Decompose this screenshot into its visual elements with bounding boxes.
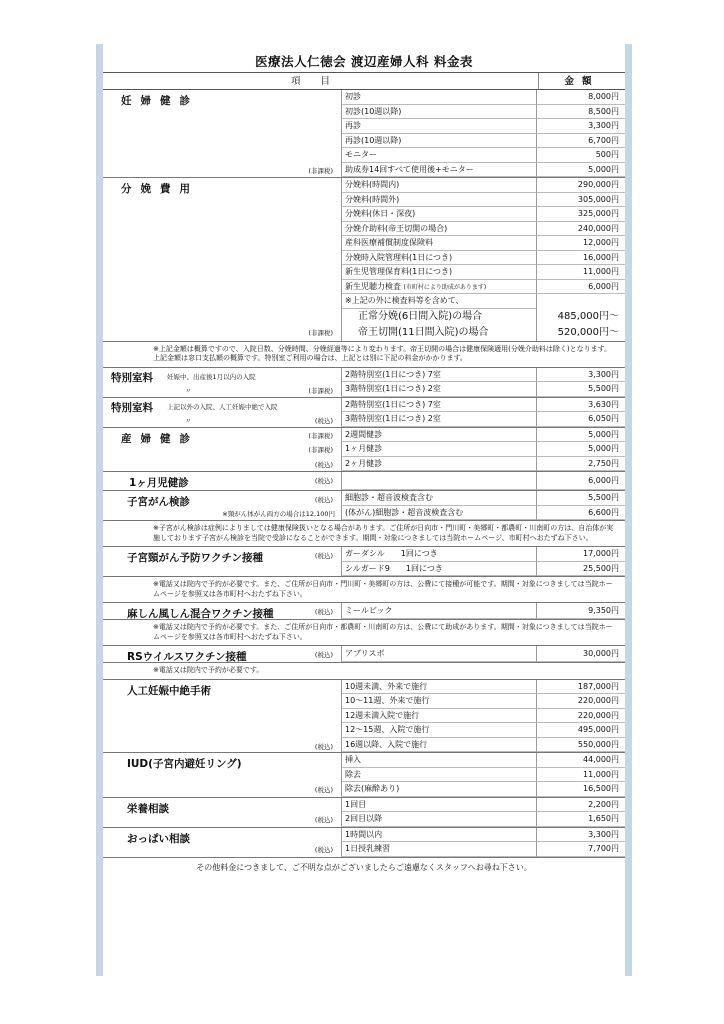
section-name: 妊婦健診 — [121, 95, 199, 107]
item-price: 495,000円 — [536, 723, 625, 738]
item-name: 初診 — [341, 90, 536, 105]
item-price: 8,000円 — [536, 90, 625, 105]
note: ※電話又は院内で予約が必要です。 — [103, 663, 625, 680]
table-row — [341, 325, 625, 341]
item-name: 帝王切開(11日間入院)の場合 — [341, 325, 536, 341]
extra-note: ※上記の外に検査料等を含めて、 — [341, 294, 536, 309]
table-row — [341, 412, 625, 427]
item-price: 5,000円 — [536, 428, 625, 443]
item-name: 除去 — [341, 768, 536, 783]
item-price: 25,500円 — [536, 562, 625, 577]
tax-tag: (税込) — [314, 552, 333, 560]
item-price: 6,600円 — [536, 506, 625, 521]
table-row — [341, 193, 625, 208]
section-abortion-surgery — [103, 680, 625, 754]
table-row — [341, 178, 625, 193]
table-row — [341, 738, 625, 753]
tax-tag: (税込) — [314, 815, 333, 824]
item-price: 6,050円 — [536, 412, 625, 427]
item-subnote: (市町村により助成があります) — [403, 283, 487, 291]
page-title: 医療法人仁徳会 渡辺産婦人科 料金表 — [255, 54, 473, 69]
section-name: おっぱい相談 — [127, 832, 190, 845]
item-price: 17,000円 — [536, 547, 625, 562]
table-row — [341, 222, 625, 237]
table-row — [341, 428, 625, 443]
item-name: 再診 — [341, 119, 536, 134]
item-price: 2,750円 — [536, 457, 625, 472]
item-name: 2回目以降 — [341, 812, 536, 827]
item-name: 2階特別室(1日につき) 7室 — [341, 368, 536, 383]
table-header — [103, 72, 625, 90]
item-price: 7,700円 — [536, 842, 625, 857]
item-price: 1,650円 — [536, 812, 625, 827]
section-desc: 上記以外の入院、人工妊娠中絶で入院 — [167, 402, 278, 411]
item-name: 再診(10週以降) — [341, 134, 536, 149]
item-price: 11,000円 — [536, 768, 625, 783]
ditto-mark: 〃 — [185, 416, 192, 425]
table-row — [341, 148, 625, 163]
item-name: モニター — [341, 148, 536, 163]
section-desc: 妊娠中、出産後1月以内の入院 — [167, 372, 256, 381]
item-name: アブリスボ — [341, 646, 536, 662]
item-name: 10週未満、外来で施行 — [341, 680, 536, 695]
tax-tag: (税込) — [314, 496, 333, 504]
item-price: 3,630円 — [536, 398, 625, 413]
item-name: 3階特別室(1日につき) 2室 — [341, 382, 536, 397]
item-name: ガーダシル 1回につき — [341, 547, 536, 562]
item-name: 分娩料(休日・深夜) — [341, 207, 536, 222]
item-name: 12週未満入院で施行 — [341, 709, 536, 724]
tax-tag: (税込) — [314, 477, 333, 485]
table-row — [341, 280, 625, 295]
table-row — [341, 251, 625, 266]
table-row — [341, 562, 625, 577]
tax-tag: (税込) — [314, 608, 333, 616]
extra-note-row — [341, 294, 625, 309]
note: ※子宮がん検診は症例によりましては健康保険扱いとなる場合があります。ご住所が日向市・門川町・美郷町・都農町・川南町の方は、自治体が実施しております子宮がん検診を当院で受診になることができます。期間・対象につきましては当院ホームページ、市町村へおたずね下さい。 — [103, 521, 625, 547]
item-price: 520,000円～ — [536, 325, 625, 341]
item-price: 6,000円 — [536, 280, 625, 295]
item-name: 分娩時入院管理料(1日につき) — [341, 251, 536, 266]
item-price: 240,000円 — [536, 222, 625, 237]
tax-tag: (税込) — [314, 651, 333, 659]
item-name: 1回目 — [341, 798, 536, 813]
item-name: 新生児管理保育料(1日につき) — [341, 265, 536, 280]
item-price: 16,000円 — [536, 251, 625, 266]
table-row — [341, 442, 625, 457]
tax-tag: (非課税) — [308, 167, 333, 175]
item-name: 除去(麻酔あり) — [341, 782, 536, 797]
tax-tag: (税込) — [314, 742, 333, 751]
table-row — [341, 506, 625, 521]
item-price: 5,500円 — [536, 382, 625, 397]
table-row — [341, 680, 625, 695]
table-row — [341, 398, 625, 413]
tax-tag: (税込) — [314, 416, 333, 425]
table-row — [341, 842, 625, 857]
item-name: 10～11週、外来で施行 — [341, 694, 536, 709]
item-name: 細胞診・超音波検査含む — [341, 491, 536, 506]
item-name: ミールビック — [341, 603, 536, 619]
section-name: 栄養相談 — [127, 802, 169, 815]
item-price: 5,000円 — [536, 163, 625, 178]
section-name: 特別室料 — [111, 401, 153, 414]
item-name: 挿入 — [341, 753, 536, 768]
section-breastfeeding-consult — [103, 828, 625, 858]
table-row — [341, 236, 625, 251]
price-sheet — [96, 44, 632, 976]
section-rsv-vaccine — [103, 646, 625, 663]
section-postpartum-checkup — [103, 428, 625, 473]
section-cervical-cancer-screening — [103, 491, 625, 521]
section-iud — [103, 753, 625, 798]
section-1month-infant-checkup — [103, 472, 625, 491]
table-row — [341, 119, 625, 134]
item-name: 分娩料(時間内) — [341, 178, 536, 193]
tax-tag: (非課税) — [308, 386, 333, 395]
table-row — [341, 753, 625, 768]
note: ※電話又は院内で予約が必要です。また、ご住所が日向市・門川町・美郷町の方は、公費にて接種が可能です。期間・対象につきましては当院ホームページを参照又は各市町村へおたずね下さい。 — [103, 577, 625, 603]
item-price: 220,000円 — [536, 709, 625, 724]
table-row — [341, 782, 625, 797]
section-name: 特別室料 — [111, 371, 153, 384]
item-name: 産科医療補償制度保険料 — [341, 236, 536, 251]
table-row — [341, 798, 625, 813]
item-name: シルガード9 1回につき — [341, 562, 536, 577]
item-name — [341, 280, 536, 295]
item-price: 305,000円 — [536, 193, 625, 208]
table-row — [341, 603, 625, 619]
item-name: 2ヶ月健診 — [341, 457, 536, 472]
table-row — [341, 472, 625, 490]
item-name: 助成券14回すべて使用後+モニター — [341, 163, 536, 178]
item-name: 分娩料(時間外) — [341, 193, 536, 208]
item-name — [341, 472, 536, 490]
item-price: 500円 — [536, 148, 625, 163]
item-price: 6,000円 — [536, 472, 625, 490]
item-price: 16,500円 — [536, 782, 625, 797]
item-price: 11,000円 — [536, 265, 625, 280]
item-name: 3階特別室(1日につき) 2室 — [341, 412, 536, 427]
item-name: (体がん)細胞診・超音波検査含む — [341, 506, 536, 521]
section-delivery-fees — [103, 178, 625, 342]
table-row — [341, 646, 625, 662]
table-row — [341, 812, 625, 827]
section-nutrition-consult — [103, 798, 625, 828]
table-row — [341, 163, 625, 178]
table-row — [341, 207, 625, 222]
tax-tag: (非課税) — [308, 445, 333, 454]
section-name: 分娩費用 — [121, 183, 199, 195]
item-price: 12,000円 — [536, 236, 625, 251]
table-row — [341, 694, 625, 709]
table-row — [341, 134, 625, 149]
item-name: 16週以降、入院で施行 — [341, 738, 536, 753]
tax-tag: (税込) — [314, 845, 333, 854]
item-price: 325,000円 — [536, 207, 625, 222]
item-price: 550,000円 — [536, 738, 625, 753]
section-name: IUD(子宮内避妊リング) — [127, 758, 242, 770]
tax-tag: (非課税) — [308, 329, 333, 337]
item-name: 2階特別室(1日につき) 7室 — [341, 398, 536, 413]
note: ※電話又は院内で予約が必要です。また、ご住所が日向市・都農町・川南町の方は、公費にて助成があります。期間・対象につきましては当院ホームページを参照又は各市町村へおたずね下さい。 — [103, 620, 625, 646]
table-row — [341, 828, 625, 843]
section-private-room-other — [103, 398, 625, 428]
table-row — [341, 265, 625, 280]
section-name: 1ヶ月児健診 — [129, 477, 189, 489]
empty-cell — [536, 294, 625, 309]
section-name: 人工妊娠中絶手術 — [127, 684, 211, 697]
table-row — [341, 105, 625, 120]
tax-tag: (税込) — [314, 460, 333, 469]
table-row — [341, 368, 625, 383]
section-mr-vaccine — [103, 603, 625, 620]
ditto-mark: 〃 — [185, 386, 192, 395]
table-row — [341, 382, 625, 397]
item-price: 3,300円 — [536, 368, 625, 383]
section-name: 子宮がん検診 — [127, 496, 190, 508]
table-row — [341, 709, 625, 724]
item-price: 9,350円 — [536, 603, 625, 619]
table-row — [341, 90, 625, 105]
footer-note: その他料金につきまして、ご不明な点がございましたらご遠慮なくスタッフへお尋ね下さい。 — [196, 862, 532, 872]
section-name: 子宮頸がん予防ワクチン接種 — [127, 552, 263, 564]
section-name: RSウイルスワクチン接種 — [127, 651, 247, 663]
item-name: 2週間健診 — [341, 428, 536, 443]
item-name: 正常分娩(6日間入院)の場合 — [341, 309, 536, 325]
section-name: 産婦健診 — [121, 432, 199, 445]
item-name: 1時間以内 — [341, 828, 536, 843]
section-prenatal-checkup — [103, 90, 625, 178]
table-row — [341, 309, 625, 325]
tax-tag: (税込) — [314, 786, 333, 794]
item-price: 5,500円 — [536, 491, 625, 506]
item-name: 12～15週、入院で施行 — [341, 723, 536, 738]
table-row — [341, 723, 625, 738]
table-row — [341, 457, 625, 472]
table-row — [341, 768, 625, 783]
item-price: 8,500円 — [536, 105, 625, 120]
item-label: 新生児聴力検査 — [345, 281, 401, 291]
item-name: 初診(10週以降) — [341, 105, 536, 120]
header-item: 項目 — [290, 76, 350, 87]
item-name: 1日授乳練習 — [341, 842, 536, 857]
item-price: 6,700円 — [536, 134, 625, 149]
item-price: 44,000円 — [536, 753, 625, 768]
section-private-room — [103, 368, 625, 398]
header-amount: 金額 — [538, 73, 625, 89]
tax-tag: (非課税) — [308, 431, 333, 440]
item-price: 220,000円 — [536, 694, 625, 709]
item-price: 3,300円 — [536, 828, 625, 843]
item-name: 分娩介助料(帝王切開の場合) — [341, 222, 536, 237]
item-price: 2,200円 — [536, 798, 625, 813]
item-price: 3,300円 — [536, 119, 625, 134]
item-price: 5,000円 — [536, 442, 625, 457]
item-price: 30,000円 — [536, 646, 625, 662]
section-name: 麻しん風しん混合ワクチン接種 — [127, 608, 274, 620]
table-row — [341, 491, 625, 506]
price-table — [103, 44, 625, 976]
note: ※上記金額は概算ですので、入院日数、分娩時間、分娩経過等により変わります。帝王切開の場合は健康保険適用(分娩介助料は除く)となります。上記金額は窓口支払額の概算です。特別室ご利用の場合は、上記とは別に下記の料金がかかります。 — [103, 342, 625, 368]
section-hpv-vaccine — [103, 547, 625, 577]
table-row — [341, 547, 625, 562]
section-subnote: ※頸がん体がん両方の場合は12,100円 — [222, 510, 335, 518]
item-price: 187,000円 — [536, 680, 625, 695]
item-price: 485,000円～ — [536, 309, 625, 325]
item-name: 1ヶ月健診 — [341, 442, 536, 457]
item-price: 290,000円 — [536, 178, 625, 193]
